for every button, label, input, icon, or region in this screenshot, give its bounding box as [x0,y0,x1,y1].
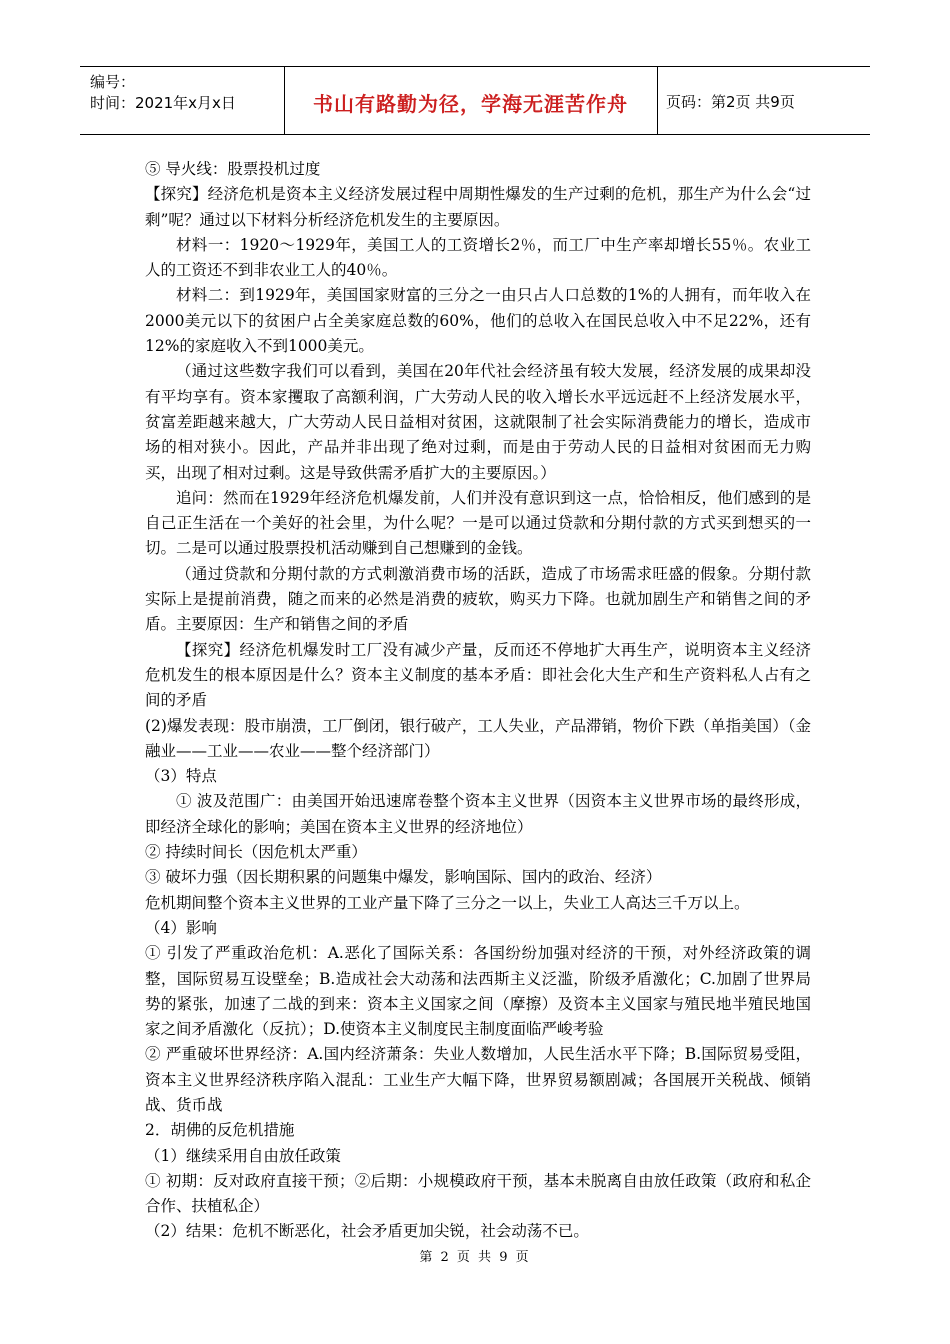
paragraph: 材料二：到1929年，美国国家财富的三分之一由只占人口总数的1%的人拥有，而年收入在2000美元以下的贫困户占全美家庭总数的60%，他们的总收入在国民总收入中不足22%，还有12%的家庭收入不到1000美元。 [145,286,811,356]
paragraph: （4）影响 [145,918,217,937]
paragraph: ① 引发了严重政治危机：A.恶化了国际关系：各国纷纷加强对经济的干预，对外经济政策的调整，国际贸易互设壁垒；B.造成社会大动荡和法西斯主义泛滥，阶级矛盾激化；C.加剧了世界局势的紧张，加速了二战的到来：资本主义国家之间（摩擦）及资本主义国家与殖民地半殖民地国家之间矛盾激化（反抗）；D.使资本主义制度民主制度面临严峻考验 [145,944,811,1039]
document-date-label: 时间：2021年x月x日 [90,94,236,112]
section-heading: 2．胡佛的反危机措施 [145,1121,295,1140]
document-number-label: 编号： [90,73,136,91]
paragraph: （1）继续采用自由放任政策 [145,1146,341,1165]
paragraph: 材料一：1920～1929年，美国工人的工资增长2％，而工厂中生产率却增长55％。农业工人的工资还不到非农业工人的40％。 [145,235,811,280]
page-header [80,66,870,136]
paragraph: 【探究】经济危机是资本主义经济发展过程中周期性爆发的生产过剩的危机，那生产为什么会“过剩”呢？通过以下材料分析经济危机发生的主要原因。 [145,185,811,229]
paragraph: （2）结果：危机不断恶化，社会矛盾更加尖锐，社会动荡不已。 [145,1222,589,1241]
paragraph: （通过这些数字我们可以看到，美国在20年代社会经济虽有较大发展，经济发展的成果却没有平均享有。资本家攫取了高额利润，广大劳动人民的收入增长水平远远赶不上经济发展水平，贫富差距越来越大，广大劳动人民日益相对贫困，这就限制了社会实际消费能力的增长，造成市场的相对狭小。因此，产品并非出现了绝对过剩，而是由于劳动人民的日益相对贫困而无力购买，出现了相对过剩。这是导致供需矛盾扩大的主要原因。） [145,362,811,482]
paragraph: （3）特点 [145,767,217,786]
paragraph: ① 初期：反对政府直接干预；②后期：小规模政府干预，基本未脱离自由放任政策（政府和私企合作、扶植私企） [145,1171,811,1216]
paragraph: 危机期间整个资本主义世界的工业产量下降了三分之一以上，失业工人高达三千万以上。 [145,893,750,912]
paragraph: 追问：然而在1929年经济危机爆发前，人们并没有意识到这一点，恰恰相反，他们感到的是自己正生活在一个美好的社会里，为什么呢？一是可以通过贷款和分期付款的方式买到想买的一切。二是可以通过股票投机活动赚到自己想赚到的金钱。 [145,488,811,558]
page-footer: 第 2 页 共 9 页 [419,1250,531,1265]
paragraph: ⑤ 导火线：股票投机过度 [145,160,321,178]
header-divider-right [657,66,658,135]
paragraph: (2)爆发表现：股市崩溃，工厂倒闭，银行破产，工人失业，产品滞销，物价下跌（单指美国）（金融业——工业——农业——整个经济部门） [145,716,811,760]
paragraph: ③ 破坏力强（因长期积累的问题集中爆发，影响国际、国内的政治、经济） [145,868,662,887]
paragraph: ② 持续时间长（因危机太严重） [145,843,367,862]
document-body [145,157,811,1245]
header-page-label: 页码：第2页 共9页 [666,93,795,111]
header-motto: 书山有路勤为径，学海无涯苦作舟 [313,92,628,116]
header-top-rule [80,66,870,67]
paragraph: 【探究】经济危机爆发时工厂没有减少产量，反而还不停地扩大再生产，说明资本主义经济危机发生的根本原因是什么？资本主义制度的基本矛盾：即社会化大生产和生产资料私人占有之间的矛盾 [145,640,811,710]
header-bottom-rule [80,134,870,135]
paragraph: ② 严重破坏世界经济：A.国内经济萧条：失业人数增加，人民生活水平下降；B.国际贸易受阻，资本主义世界经济秩序陷入混乱：工业生产大幅下降，世界贸易额剧减；各国展开关税战、倾销战、货币战 [145,1045,811,1114]
header-meta [90,72,236,114]
paragraph: （通过贷款和分期付款的方式刺激消费市场的活跃，造成了市场需求旺盛的假象。分期付款实际上是提前消费，随之而来的必然是消费的疲软，购买力下降。也就加剧生产和销售之间的矛盾。主要原因：生产和销售之间的矛盾 [145,564,811,634]
paragraph: ① 波及范围广：由美国开始迅速席卷整个资本主义世界（因资本主义世界市场的最终形成，即经济全球化的影响；美国在资本主义世界的经济地位） [145,792,811,836]
